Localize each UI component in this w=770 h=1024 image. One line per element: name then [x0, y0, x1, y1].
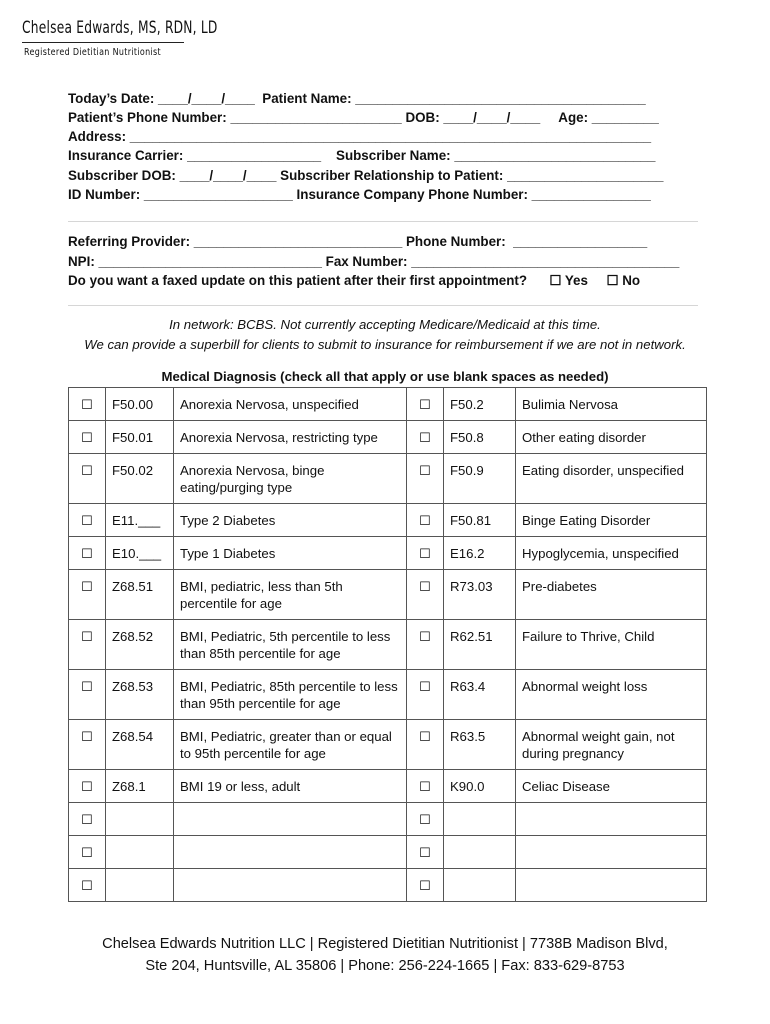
- diagnosis-checkbox-right[interactable]: ☐: [407, 504, 444, 537]
- diagnosis-code-left: F50.02: [106, 454, 174, 504]
- diagnosis-code-left: [106, 836, 174, 869]
- diagnosis-checkbox-left[interactable]: ☐: [69, 720, 106, 770]
- diagnosis-checkbox-left[interactable]: ☐: [69, 869, 106, 902]
- diagnosis-checkbox-right[interactable]: ☐: [407, 537, 444, 570]
- diagnosis-description-right: [516, 836, 707, 869]
- diagnosis-row: [69, 421, 707, 454]
- diagnosis-description-left: BMI, pediatric, less than 5th percentile for age: [174, 570, 407, 620]
- form-line-faxed-update[interactable]: Do you want a faxed update on this patient after their first appointment? ☐ Yes ☐ No: [68, 273, 641, 288]
- diagnosis-checkbox-right[interactable]: ☐: [407, 803, 444, 836]
- form-line-referring-provider[interactable]: Referring Provider: ____________________________ Phone Number: __________________: [68, 234, 648, 249]
- diagnosis-description-right: Abnormal weight gain, not during pregnancy: [516, 720, 707, 770]
- diagnosis-code-right: F50.8: [444, 421, 516, 454]
- diagnosis-row: [69, 388, 707, 421]
- diagnosis-code-left: Z68.1: [106, 770, 174, 803]
- diagnosis-description-left: BMI, Pediatric, greater than or equal to 95th percentile for age: [174, 720, 407, 770]
- diagnosis-row: [69, 620, 707, 670]
- header-divider: [22, 42, 184, 43]
- diagnosis-row: [69, 720, 707, 770]
- diagnosis-code-left: Z68.54: [106, 720, 174, 770]
- diagnosis-checkbox-left[interactable]: ☐: [69, 454, 106, 504]
- diagnosis-checkbox-left[interactable]: ☐: [69, 504, 106, 537]
- diagnosis-code-left: F50.00: [106, 388, 174, 421]
- diagnosis-code-right: K90.0: [444, 770, 516, 803]
- diagnosis-checkbox-right[interactable]: ☐: [407, 770, 444, 803]
- diagnosis-checkbox-left[interactable]: ☐: [69, 537, 106, 570]
- diagnosis-code-left: Z68.53: [106, 670, 174, 720]
- diagnosis-code-right: F50.81: [444, 504, 516, 537]
- diagnosis-code-left: E11.___: [106, 504, 174, 537]
- diagnosis-code-right: [444, 869, 516, 902]
- diagnosis-description-right: Celiac Disease: [516, 770, 707, 803]
- diagnosis-description-left: BMI, Pediatric, 85th percentile to less than 95th percentile for age: [174, 670, 407, 720]
- diagnosis-row: [69, 670, 707, 720]
- diagnosis-table: [68, 387, 707, 902]
- form-line-address[interactable]: Address: ______________________________________________________________________: [68, 129, 652, 144]
- diagnosis-row: [69, 869, 707, 902]
- diagnosis-description-right: Eating disorder, unspecified: [516, 454, 707, 504]
- diagnosis-checkbox-right[interactable]: ☐: [407, 670, 444, 720]
- footer-line2: Ste 204, Huntsville, AL 35806 | Phone: 256-224-1665 | Fax: 833-629-8753: [145, 958, 625, 974]
- diagnosis-description-right: Abnormal weight loss: [516, 670, 707, 720]
- practitioner-title: Registered Dietitian Nutritionist: [24, 47, 161, 58]
- diagnosis-description-right: Failure to Thrive, Child: [516, 620, 707, 670]
- form-line-subscriber-dob[interactable]: Subscriber DOB: ____/____/____ Subscriber Relationship to Patient: _____________________: [68, 168, 664, 183]
- diagnosis-checkbox-right[interactable]: ☐: [407, 421, 444, 454]
- diagnosis-table-title: Medical Diagnosis (check all that apply or use blank spaces as needed): [161, 369, 609, 384]
- diagnosis-checkbox-left[interactable]: ☐: [69, 620, 106, 670]
- diagnosis-description-left: [174, 803, 407, 836]
- diagnosis-description-left: [174, 836, 407, 869]
- diagnosis-description-left: Type 2 Diabetes: [174, 504, 407, 537]
- diagnosis-description-left: BMI, Pediatric, 5th percentile to less than 85th percentile for age: [174, 620, 407, 670]
- diagnosis-code-left: [106, 803, 174, 836]
- diagnosis-code-right: R63.5: [444, 720, 516, 770]
- diagnosis-description-left: Type 1 Diabetes: [174, 537, 407, 570]
- diagnosis-code-right: R63.4: [444, 670, 516, 720]
- network-note-line2: We can provide a superbill for clients to submit to insurance for reimbursement if we are not in network.: [84, 337, 686, 352]
- diagnosis-description-right: [516, 803, 707, 836]
- diagnosis-description-right: Other eating disorder: [516, 421, 707, 454]
- form-line-id-number[interactable]: ID Number: ____________________ Insurance Company Phone Number: ________________: [68, 187, 651, 202]
- diagnosis-checkbox-left[interactable]: ☐: [69, 836, 106, 869]
- diagnosis-code-left: F50.01: [106, 421, 174, 454]
- diagnosis-row: [69, 537, 707, 570]
- diagnosis-row: [69, 504, 707, 537]
- diagnosis-code-left: Z68.51: [106, 570, 174, 620]
- diagnosis-checkbox-left[interactable]: ☐: [69, 388, 106, 421]
- diagnosis-code-left: [106, 869, 174, 902]
- diagnosis-description-left: BMI 19 or less, adult: [174, 770, 407, 803]
- diagnosis-checkbox-left[interactable]: ☐: [69, 570, 106, 620]
- diagnosis-checkbox-left[interactable]: ☐: [69, 803, 106, 836]
- diagnosis-description-left: [174, 869, 407, 902]
- form-line-date-patient[interactable]: Today’s Date: ____/____/____ Patient Name: _______________________________________: [68, 91, 646, 106]
- diagnosis-row: [69, 836, 707, 869]
- diagnosis-checkbox-right[interactable]: ☐: [407, 620, 444, 670]
- diagnosis-description-left: Anorexia Nervosa, unspecified: [174, 388, 407, 421]
- diagnosis-description-right: Hypoglycemia, unspecified: [516, 537, 707, 570]
- diagnosis-row: [69, 803, 707, 836]
- footer-line1: Chelsea Edwards Nutrition LLC | Registered Dietitian Nutritionist | 7738B Madison Blvd,: [102, 936, 668, 952]
- diagnosis-description-left: Anorexia Nervosa, restricting type: [174, 421, 407, 454]
- section-divider: [68, 305, 698, 306]
- diagnosis-description-right: Bulimia Nervosa: [516, 388, 707, 421]
- diagnosis-code-right: F50.2: [444, 388, 516, 421]
- diagnosis-checkbox-right[interactable]: ☐: [407, 388, 444, 421]
- form-line-phone-dob-age[interactable]: Patient’s Phone Number: _______________________ DOB: ____/____/____ Age: _________: [68, 110, 659, 125]
- diagnosis-code-right: [444, 836, 516, 869]
- diagnosis-code-right: E16.2: [444, 537, 516, 570]
- diagnosis-checkbox-right[interactable]: ☐: [407, 570, 444, 620]
- diagnosis-description-right: Pre-diabetes: [516, 570, 707, 620]
- diagnosis-code-right: R62.51: [444, 620, 516, 670]
- diagnosis-checkbox-right[interactable]: ☐: [407, 454, 444, 504]
- form-line-npi-fax[interactable]: NPI: ______________________________ Fax Number: ____________________________________: [68, 254, 680, 269]
- diagnosis-code-right: R73.03: [444, 570, 516, 620]
- practitioner-name: Chelsea Edwards, MS, RDN, LD: [22, 18, 218, 38]
- diagnosis-code-left: Z68.52: [106, 620, 174, 670]
- diagnosis-checkbox-left[interactable]: ☐: [69, 670, 106, 720]
- section-divider: [68, 221, 698, 222]
- network-note-line1: In network: BCBS. Not currently accepting Medicare/Medicaid at this time.: [169, 317, 601, 332]
- diagnosis-description-left: Anorexia Nervosa, binge eating/purging type: [174, 454, 407, 504]
- diagnosis-checkbox-left[interactable]: ☐: [69, 421, 106, 454]
- diagnosis-checkbox-right[interactable]: ☐: [407, 869, 444, 902]
- diagnosis-code-right: [444, 803, 516, 836]
- diagnosis-checkbox-left[interactable]: ☐: [69, 770, 106, 803]
- form-line-insurance-subscriber[interactable]: Insurance Carrier: __________________ Subscriber Name: ___________________________: [68, 148, 656, 163]
- diagnosis-code-right: F50.9: [444, 454, 516, 504]
- diagnosis-row: [69, 570, 707, 620]
- diagnosis-row: [69, 454, 707, 504]
- diagnosis-row: [69, 770, 707, 803]
- diagnosis-checkbox-right[interactable]: ☐: [407, 720, 444, 770]
- diagnosis-code-left: E10.___: [106, 537, 174, 570]
- diagnosis-description-right: Binge Eating Disorder: [516, 504, 707, 537]
- diagnosis-checkbox-right[interactable]: ☐: [407, 836, 444, 869]
- diagnosis-description-right: [516, 869, 707, 902]
